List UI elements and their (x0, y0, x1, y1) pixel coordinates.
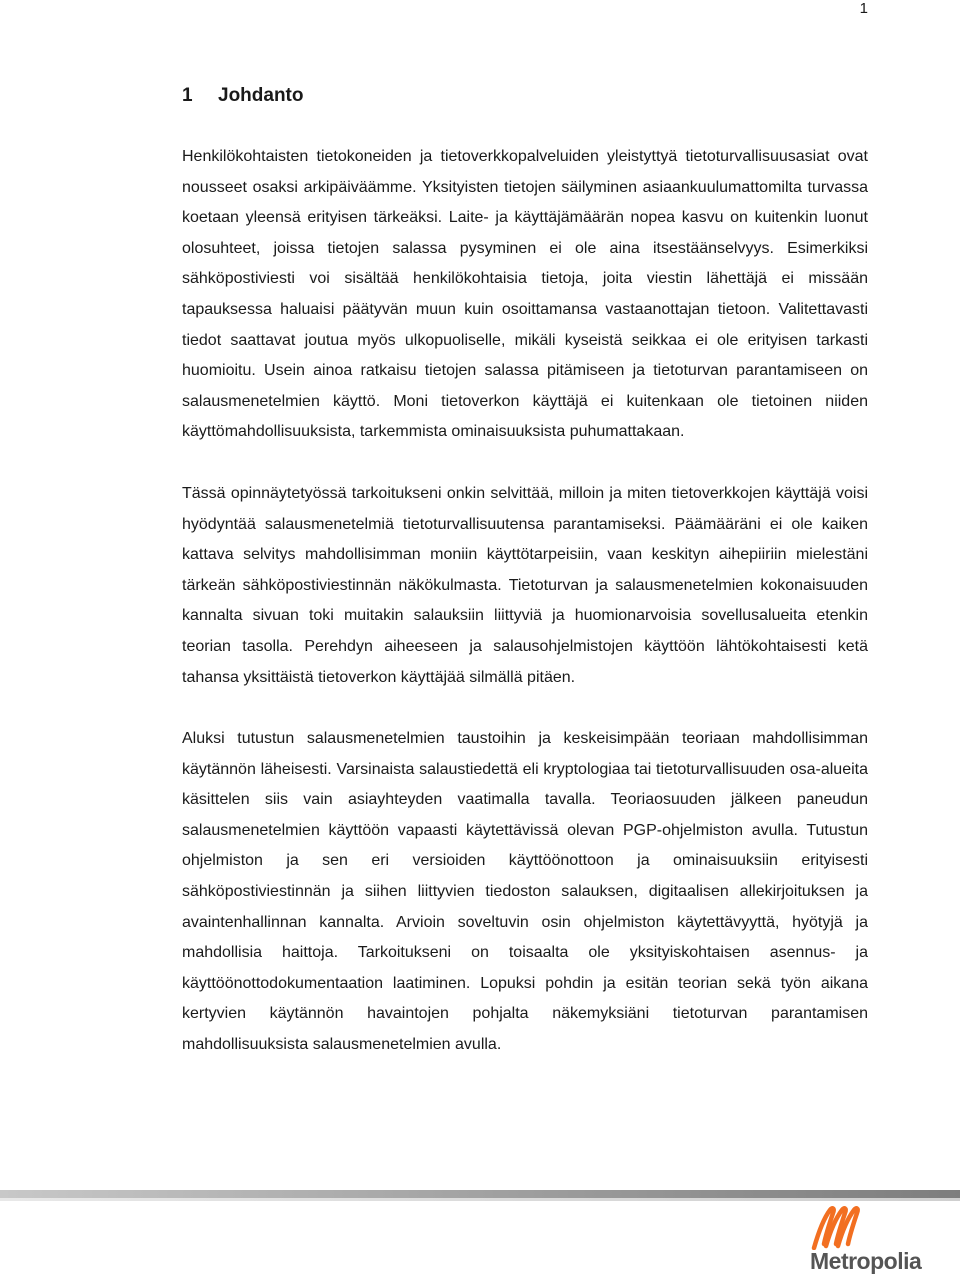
section-title: Johdanto (218, 85, 304, 106)
metropolia-logo (796, 1204, 926, 1274)
footer-bar-highlight (0, 1198, 960, 1201)
metropolia-logo-icon (808, 1204, 878, 1250)
body-text (182, 142, 868, 1092)
paragraph-3: Aluksi tutustun salausmenetelmien taustoihin ja keskeisimpään teoriaan mahdollisimman käytännön läheisesti. Varsinaista salaustiedettä eli kryptologiaa tai tietoturvallisuuden osa-alueita käsittelen siis vain asiayhteyden vaatimalla tavalla. Teoriaosuuden jälkeen paneudun salausmenetelmien käyttöön vapaasti käytettävissä olevan PGP-ohjelmiston avulla. Tutustun ohjelmiston ja sen eri versioiden käyttöönottoon ja ominaisuuksiin erityisesti sähköpostiviestinnän ja siihen liittyvien tiedoston salauksen, digitaalisen allekirjoituksen ja avaintenhallinnan kannalta. Arvioin soveltuvin osin ohjelmiston käytettävyyttä, hyötyjä ja mahdollisia haittoja. Tarkoitukseni on toisaalta ole yksityiskohtaisen asennus- ja käyttöönottodokumentaation laatiminen. Lopuksi pohdin ja esitän teorian sekä työn aikana kertyvien käytännön havaintojen pohjalta näkemyksiäni tietoturvan parantamisen mahdollisuuksista salausmenetelmien avulla. (182, 730, 868, 1054)
paragraph-2: Tässä opinnäytetyössä tarkoitukseni onkin selvittää, milloin ja miten tietoverkkojen käyttäjä voisi hyödyntää salausmenetelmiä tietoturvallisuutensa parantamiseksi. Päämääräni ei ole kaiken kattava selvitys mahdollisimman moniin käyttötarpeisiin, vaan keskityn aihepiiriin mielestäni tärkeän sähköpostiviestinnän näkökulmasta. Tietoturvan ja salausmenetelmien kokonaisuuden kannalta sivuan toki muitakin salauksiin liittyviä ja huomionarvoisia sovellusalueita etenkin teorian tasolla. Perehdyn aiheeseen ja salausohjelmistojen käyttöön lähtökohtaisesti ketä tahansa yksittäistä tietoverkon käyttäjää silmällä pitäen. (182, 484, 868, 686)
logo-text: Metropolia (810, 1248, 922, 1274)
paragraph-1: Henkilökohtaisten tietokoneiden ja tietoverkkopalveluiden yleistyttyä tietoturvallisuusasiat ovat nousseet osaksi arkipäiväämme. Yksityisten tietojen säilyminen asiaankuulumattomilta turvassa koetaan yleensä erityisen tärkeäksi. Laite- ja käyttäjämäärän nopea kasvu on kuitenkin luonut olosuhteet, joissa tietojen salassa pysyminen ei ole aina itsestäänselvyys. Esimerkiksi sähköpostiviesti voi sisältää henkilökohtaisia tietoja, joita viestin lähettäjä ei missään tapauksessa haluaisi päätyvän muun kuin osoittamansa vastaanottajan tietoon. Valitettavasti tiedot saattavat joutua myös ulkopuoliselle, mikäli kyseistä seikkaa ei ole erityisen tarkasti huomioitu. Usein ainoa ratkaisu tietojen salassa pitämiseen ja tietoturvan parantamiseen on salausmenetelmien käyttö. Moni tietoverkon käyttäjä ei kuitenkaan ole tietoinen niiden käyttömahdollisuuksista, tarkemmista ominaisuuksista puhumattakaan. (182, 148, 868, 441)
section-heading (182, 84, 304, 108)
section-number: 1 (182, 85, 193, 106)
page-number: 1 (859, 0, 868, 17)
footer-bar (0, 1190, 960, 1198)
